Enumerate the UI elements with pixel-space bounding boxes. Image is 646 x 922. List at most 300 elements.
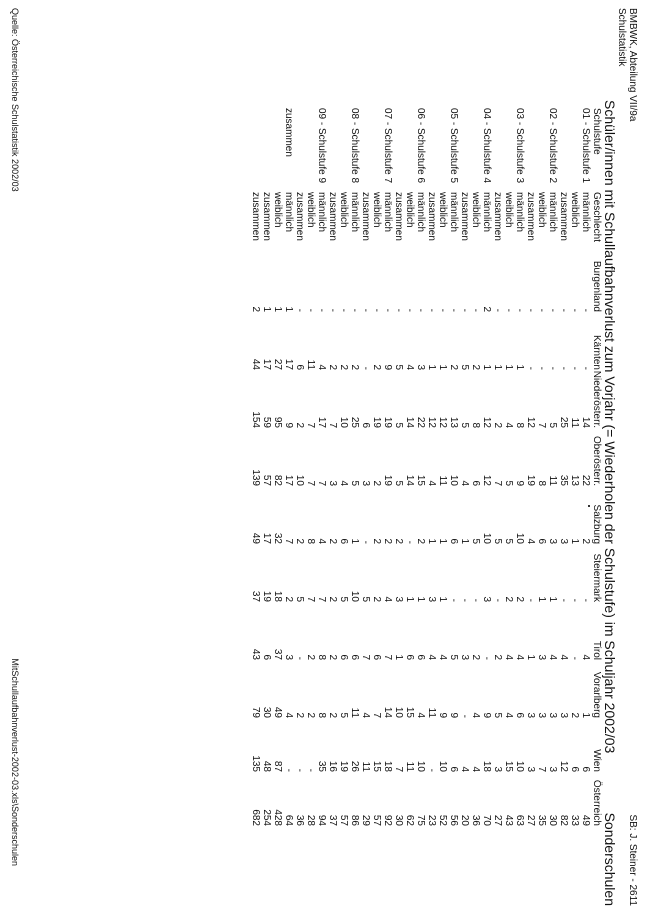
value-cell: 2	[327, 654, 338, 660]
value-cell: -	[525, 598, 536, 602]
value-cell: 49	[250, 532, 261, 544]
value-cell: 154	[250, 411, 261, 428]
value-cell: 4	[547, 654, 558, 660]
value-cell: 49	[580, 814, 591, 826]
value-cell: 5	[294, 596, 305, 602]
value-cell: 79	[250, 706, 261, 718]
value-cell: 1	[547, 596, 558, 602]
value-cell: 82	[558, 814, 569, 826]
value-cell: 82	[272, 474, 283, 486]
value-cell: 11	[426, 707, 437, 718]
value-cell: -	[525, 366, 536, 370]
value-cell: -	[437, 308, 448, 312]
column-header: Schulstufe	[591, 108, 602, 155]
header-unit: Schulstatistik	[616, 8, 627, 67]
value-cell: 30	[547, 814, 558, 826]
table-row	[580, 108, 591, 826]
column-header: Oberösterr.	[591, 435, 602, 486]
value-cell: 1	[261, 306, 272, 312]
stage-cell	[426, 108, 437, 192]
value-cell: 2	[349, 364, 360, 370]
section-title: Sonderschulen	[602, 812, 618, 906]
value-cell: 18	[382, 760, 393, 772]
gender-cell: zusammen	[327, 192, 338, 241]
value-cell: 1	[426, 538, 437, 544]
value-cell: 44	[250, 358, 261, 370]
value-cell: 2	[294, 712, 305, 718]
gender-cell: weiblich	[404, 192, 415, 228]
value-cell: 2	[580, 538, 591, 544]
value-cell: 1	[437, 538, 448, 544]
value-cell: 62	[404, 814, 415, 826]
value-cell: 7	[305, 596, 316, 602]
gender-cell: zusammen	[360, 192, 371, 241]
value-cell: 1	[536, 596, 547, 602]
value-cell: 5	[448, 654, 459, 660]
gender-cell: männlich	[349, 192, 360, 233]
value-cell: 3	[481, 596, 492, 602]
value-cell: 10	[437, 760, 448, 772]
value-cell: -	[569, 598, 580, 602]
table-row	[327, 108, 338, 826]
value-cell: 3	[547, 712, 558, 718]
value-cell: 10	[415, 760, 426, 772]
value-cell: 19	[382, 474, 393, 486]
value-cell: 10	[294, 474, 305, 486]
value-cell: 6	[338, 538, 349, 544]
gender-cell: zusammen	[558, 192, 569, 241]
value-cell: 92	[382, 814, 393, 826]
value-cell: 35	[536, 814, 547, 826]
value-cell: -	[459, 598, 470, 602]
value-cell: 10	[514, 532, 525, 544]
value-cell: 25	[349, 416, 360, 428]
value-cell: 57	[261, 474, 272, 486]
value-cell: 75	[415, 814, 426, 826]
gender-cell: zusammen	[492, 192, 503, 241]
value-cell: 2	[371, 538, 382, 544]
gender-cell: männlich	[514, 192, 525, 233]
value-cell: -	[558, 308, 569, 312]
table-row	[393, 108, 404, 826]
value-cell: 17	[261, 532, 272, 544]
value-cell: 19	[525, 474, 536, 486]
value-cell: 9	[382, 364, 393, 370]
value-cell: -	[470, 308, 481, 312]
value-cell: 6	[415, 654, 426, 660]
value-cell: 3	[536, 654, 547, 660]
value-cell: 28	[305, 814, 316, 826]
value-cell: 1	[283, 306, 294, 312]
gender-cell: männlich	[382, 192, 393, 233]
value-cell: 12	[437, 416, 448, 428]
value-cell: -	[360, 540, 371, 544]
value-cell: 6	[360, 422, 371, 428]
gender-cell: weiblich	[470, 192, 481, 228]
stage-cell: 01 - Schulstufe 1	[580, 108, 591, 184]
gender-cell: zusammen	[459, 192, 470, 241]
value-cell: 14	[580, 416, 591, 428]
value-cell: 5	[393, 364, 404, 370]
column-header: Vorarlberg	[591, 671, 602, 718]
value-cell: 52	[437, 814, 448, 826]
gender-cell: männlich	[580, 192, 591, 233]
column-header: Burgenland	[591, 260, 602, 312]
value-cell: 19	[371, 416, 382, 428]
table-row	[250, 108, 261, 826]
statistics-table	[250, 108, 602, 826]
value-cell: 36	[294, 814, 305, 826]
value-cell: 5	[492, 712, 503, 718]
stage-cell: 08 - Schulstufe 8	[349, 108, 360, 184]
value-cell: 9	[448, 712, 459, 718]
value-cell: 10	[514, 760, 525, 772]
column-header: Steiermark	[591, 553, 602, 602]
value-cell: 1	[514, 364, 525, 370]
value-cell: 3	[536, 712, 547, 718]
table-row	[338, 108, 349, 826]
gender-cell: weiblich	[305, 192, 316, 228]
value-cell: 56	[448, 814, 459, 826]
value-cell: -	[558, 366, 569, 370]
table-row	[492, 108, 503, 826]
value-cell: -	[492, 598, 503, 602]
value-cell: 11	[547, 475, 558, 486]
value-cell: 2	[338, 364, 349, 370]
value-cell: 8	[316, 712, 327, 718]
value-cell: 19	[382, 416, 393, 428]
value-cell: -	[558, 598, 569, 602]
value-cell: 94	[316, 814, 327, 826]
value-cell: 3	[415, 364, 426, 370]
stage-cell	[404, 108, 415, 192]
value-cell: 9	[283, 422, 294, 428]
stage-cell	[437, 108, 448, 192]
gender-cell: männlich	[547, 192, 558, 233]
stage-cell	[569, 108, 580, 192]
value-cell: -	[580, 366, 591, 370]
value-cell: 14	[382, 706, 393, 718]
value-cell: 5	[393, 422, 404, 428]
value-cell: 2	[371, 480, 382, 486]
value-cell: 29	[360, 814, 371, 826]
value-cell: 4	[415, 712, 426, 718]
value-cell: -	[393, 308, 404, 312]
value-cell: 11	[404, 761, 415, 772]
stage-cell	[371, 108, 382, 192]
value-cell: 7	[371, 712, 382, 718]
value-cell: -	[294, 656, 305, 660]
gender-cell: weiblich	[272, 192, 283, 228]
value-cell: 4	[338, 480, 349, 486]
table-row	[261, 108, 272, 826]
table-row	[316, 108, 327, 826]
value-cell: -	[360, 366, 371, 370]
value-cell: 3	[558, 538, 569, 544]
value-cell: -	[448, 308, 459, 312]
table-header-row	[591, 108, 602, 826]
value-cell: 33	[569, 814, 580, 826]
value-cell: 5	[459, 422, 470, 428]
value-cell: -	[382, 308, 393, 312]
value-cell: 37	[272, 648, 283, 660]
gender-cell: zusammen	[426, 192, 437, 241]
value-cell: 5	[492, 538, 503, 544]
value-cell: 11	[305, 359, 316, 370]
value-cell: 2	[415, 538, 426, 544]
column-header: Österreich	[591, 779, 602, 826]
value-cell: 8	[316, 654, 327, 660]
value-cell: 27	[492, 814, 503, 826]
value-cell: 87	[272, 760, 283, 772]
value-cell: 57	[371, 814, 382, 826]
gender-cell: männlich	[415, 192, 426, 233]
value-cell: 4	[525, 538, 536, 544]
value-cell: 135	[250, 755, 261, 772]
value-cell: 5	[459, 364, 470, 370]
value-cell: 2	[470, 654, 481, 660]
stage-cell: 04 - Schulstufe 4	[481, 108, 492, 184]
value-cell: 19	[261, 590, 272, 602]
value-cell: 2	[492, 654, 503, 660]
stage-cell	[327, 108, 338, 192]
value-cell: 70	[481, 814, 492, 826]
gender-cell: weiblich	[536, 192, 547, 228]
value-cell: -	[426, 308, 437, 312]
value-cell: 19	[338, 760, 349, 772]
value-cell: 1	[393, 654, 404, 660]
value-cell: 1	[437, 596, 448, 602]
value-cell: 7	[283, 538, 294, 544]
value-cell: 2	[294, 422, 305, 428]
value-cell: 7	[305, 422, 316, 428]
value-cell: -	[514, 308, 525, 312]
value-cell: 4	[316, 364, 327, 370]
value-cell: 4	[470, 766, 481, 772]
table-row	[525, 108, 536, 826]
value-cell: 6	[580, 766, 591, 772]
value-cell: 18	[481, 760, 492, 772]
value-cell: 1	[272, 306, 283, 312]
value-cell: 4	[503, 422, 514, 428]
value-cell: -	[404, 540, 415, 544]
value-cell: 4	[283, 712, 294, 718]
value-cell: 2	[448, 364, 459, 370]
value-cell: 4	[580, 654, 591, 660]
value-cell: 2	[250, 306, 261, 312]
value-cell: 4	[426, 480, 437, 486]
value-cell: 7	[536, 766, 547, 772]
value-cell: 17	[316, 416, 327, 428]
table-row	[459, 108, 470, 826]
value-cell: 11	[349, 707, 360, 718]
value-cell: 3	[426, 596, 437, 602]
page-title: Schüler/innen mit Schullaufbahnverlust zum Vorjahr (= Wiederholen der Schulstufe) im Schuljahr 2002/03	[602, 100, 618, 754]
value-cell: 27	[272, 358, 283, 370]
value-cell: 6	[448, 538, 459, 544]
value-cell: 7	[492, 480, 503, 486]
stage-cell: 07 - Schulstufe 7	[382, 108, 393, 184]
column-header: Kärnten	[591, 334, 602, 370]
header-author: SB: J. Steiner - 2611	[627, 814, 638, 906]
value-cell: 10	[338, 416, 349, 428]
value-cell: 63	[514, 814, 525, 826]
gender-cell: männlich	[481, 192, 492, 233]
stage-cell: 06 - Schulstufe 6	[415, 108, 426, 184]
gender-cell: zusammen	[525, 192, 536, 241]
value-cell: 6	[448, 766, 459, 772]
value-cell: 30	[261, 706, 272, 718]
value-cell: 3	[547, 766, 558, 772]
gender-cell: weiblich	[503, 192, 514, 228]
value-cell: 2	[371, 596, 382, 602]
value-cell: 7	[536, 422, 547, 428]
value-cell: 6	[294, 364, 305, 370]
value-cell: 2	[492, 422, 503, 428]
gender-cell: männlich	[448, 192, 459, 233]
value-cell: 6	[569, 766, 580, 772]
value-cell: -	[316, 308, 327, 312]
value-cell: 36	[470, 814, 481, 826]
value-cell: 3	[459, 654, 470, 660]
gender-cell: männlich	[283, 192, 294, 233]
value-cell: 95	[272, 416, 283, 428]
stage-cell	[492, 108, 503, 192]
table-row	[283, 108, 294, 826]
value-cell: 1	[404, 596, 415, 602]
table-row	[294, 108, 305, 826]
value-cell: 4	[514, 654, 525, 660]
value-cell: 48	[261, 760, 272, 772]
gender-cell: zusammen	[393, 192, 404, 241]
stage-cell	[558, 108, 569, 192]
value-cell: -	[459, 308, 470, 312]
stage-cell	[536, 108, 547, 192]
gender-cell: männlich	[316, 192, 327, 233]
value-cell: 17	[283, 358, 294, 370]
value-cell: -	[349, 308, 360, 312]
value-cell: 12	[481, 416, 492, 428]
stage-cell: zusammen	[283, 108, 294, 157]
value-cell: 7	[305, 480, 316, 486]
value-cell: 4	[426, 654, 437, 660]
value-cell: 1	[492, 364, 503, 370]
value-cell: 5	[470, 538, 481, 544]
gender-cell: zusammen	[261, 192, 272, 241]
value-cell: 3	[525, 766, 536, 772]
value-cell: 2	[294, 538, 305, 544]
value-cell: -	[294, 768, 305, 772]
value-cell: -	[547, 308, 558, 312]
value-cell: 10	[448, 474, 459, 486]
value-cell: 9	[481, 712, 492, 718]
value-cell: 17	[283, 474, 294, 486]
value-cell: 12	[481, 474, 492, 486]
value-cell: -	[426, 768, 437, 772]
value-cell: 10	[349, 590, 360, 602]
value-cell: 8	[536, 480, 547, 486]
column-header: Tirol	[591, 640, 602, 660]
stage-cell: 02 - Schulstufe 2	[547, 108, 558, 184]
value-cell: 5	[360, 596, 371, 602]
value-cell: -	[492, 308, 503, 312]
stage-cell: 03 - Schulstufe 3	[514, 108, 525, 184]
value-cell: 11	[360, 761, 371, 772]
value-cell: -	[569, 366, 580, 370]
value-cell: 20	[459, 814, 470, 826]
value-cell: 7	[360, 654, 371, 660]
stage-cell	[503, 108, 514, 192]
stage-cell	[393, 108, 404, 192]
gender-cell: weiblich	[371, 192, 382, 228]
value-cell: 4	[437, 654, 448, 660]
value-cell: 3	[283, 654, 294, 660]
table-row	[272, 108, 283, 826]
value-cell: 15	[371, 760, 382, 772]
value-cell: 7	[327, 422, 338, 428]
value-cell: 2	[305, 712, 316, 718]
value-cell: 11	[569, 417, 580, 428]
value-cell: 35	[316, 760, 327, 772]
table-row	[569, 108, 580, 826]
value-cell: 2	[327, 364, 338, 370]
value-cell: 2	[503, 596, 514, 602]
gender-cell: weiblich	[338, 192, 349, 228]
stage-cell	[272, 108, 283, 192]
value-cell: 7	[382, 654, 393, 660]
table-row	[481, 108, 492, 826]
value-cell: 59	[261, 416, 272, 428]
value-cell: 4	[459, 480, 470, 486]
table-row	[437, 108, 448, 826]
table-row	[371, 108, 382, 826]
value-cell: 16	[327, 760, 338, 772]
value-cell: 15	[503, 760, 514, 772]
value-cell: -	[580, 598, 591, 602]
value-cell: 6	[261, 654, 272, 660]
value-cell: 3	[547, 538, 558, 544]
value-cell: -	[547, 366, 558, 370]
table-row	[503, 108, 514, 826]
value-cell: 4	[404, 364, 415, 370]
value-cell: -	[327, 308, 338, 312]
value-cell: -	[580, 308, 591, 312]
value-cell: 10	[481, 532, 492, 544]
value-cell: 1	[437, 364, 448, 370]
gender-cell: zusammen	[294, 192, 305, 241]
table-row	[448, 108, 459, 826]
value-cell: 23	[426, 814, 437, 826]
value-cell: 5	[338, 596, 349, 602]
value-cell: 2	[327, 712, 338, 718]
value-cell: 4	[360, 712, 371, 718]
value-cell: 8	[514, 422, 525, 428]
value-cell: 12	[426, 416, 437, 428]
value-cell: 10	[393, 706, 404, 718]
stage-cell	[459, 108, 470, 192]
value-cell: -	[404, 308, 415, 312]
value-cell: 30	[393, 814, 404, 826]
value-cell: 1	[415, 596, 426, 602]
value-cell: 1	[349, 538, 360, 544]
value-cell: 2	[283, 596, 294, 602]
value-cell: 1	[569, 538, 580, 544]
value-cell: -	[481, 656, 492, 660]
stage-cell	[470, 108, 481, 192]
value-cell: 1	[426, 364, 437, 370]
value-cell: 6	[371, 654, 382, 660]
stage-cell	[338, 108, 349, 192]
